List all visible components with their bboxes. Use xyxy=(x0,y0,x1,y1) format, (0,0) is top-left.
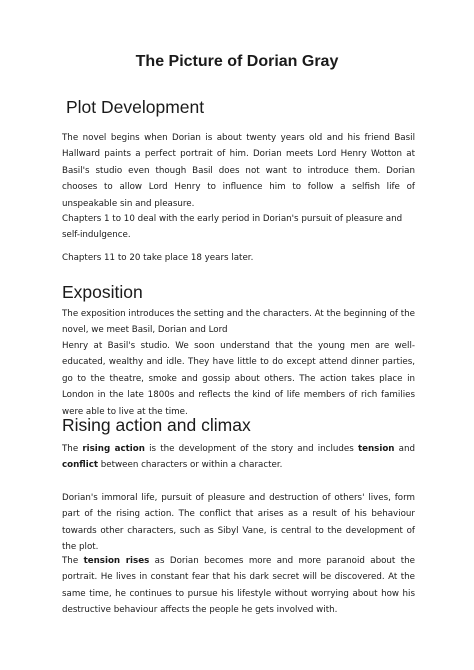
document-title: The Picture of Dorian Gray xyxy=(135,53,339,70)
text-run: The xyxy=(62,556,84,566)
bold-term-tension-rises: tension rises xyxy=(83,556,150,566)
text-run: between characters or within a character. xyxy=(98,460,283,471)
bold-term-rising-action: rising action xyxy=(82,444,145,454)
rising-action-definition xyxy=(62,441,415,474)
bold-term-conflict: conflict xyxy=(62,460,99,471)
text-run: is the development of the story and includes xyxy=(144,444,358,454)
text-run: and xyxy=(394,444,416,454)
heading-exposition: Exposition xyxy=(62,282,143,302)
text-run: The xyxy=(62,444,83,454)
exposition-paragraph-1: The exposition introduces the setting and the characters. At the beginning of the novel, we meet Basil, Dorian and Lord xyxy=(62,309,415,336)
bold-term-tension: tension xyxy=(357,444,395,454)
tension-rises-paragraph xyxy=(62,553,415,619)
text-run: as Dorian becomes more and more paranoid about the portrait. He lives in constant fear that his dark secret will be discovered. At the same time, he continues to pursue his lifestyle without worrying about how his destructive behaviour affects the people he gets involved with. xyxy=(62,556,415,616)
chapters-early-paragraph: Chapters 1 to 10 deal with the early period in Dorian's pursuit of pleasure and self-indulgence. xyxy=(62,214,403,241)
heading-plot-development: Plot Development xyxy=(66,97,205,117)
exposition-paragraph-2: Henry at Basil's studio. We soon understand that the young men are well-educated, wealthy and idle. They have little to do except attend dinner parties, go to the theatre, smoke and gossip about others. The action takes place in London in the late 1800s and reflects the kind of life members of rich families were able to live at the time. xyxy=(62,341,415,417)
rising-action-paragraph-2: Dorian's immoral life, pursuit of pleasure and destruction of others' lives, form part of the rising action. The conflict that arises as a result of his behaviour towards other characters, such as Sibyl Vane, is central to the development of the plot. xyxy=(62,493,415,553)
heading-rising-action: Rising action and climax xyxy=(62,415,251,435)
chapters-late-paragraph: Chapters 11 to 20 take place 18 years later. xyxy=(62,253,254,263)
plot-intro-paragraph: The novel begins when Dorian is about twenty years old and his friend Basil Hallward paints a perfect portrait of him. Dorian meets Lord Henry Wotton at Basil's studio even though Basil does not want to introduce them. Dorian chooses to allow Lord Henry to influence him to follow a selfish life of unspeakable sin and pleasure. xyxy=(62,133,415,209)
